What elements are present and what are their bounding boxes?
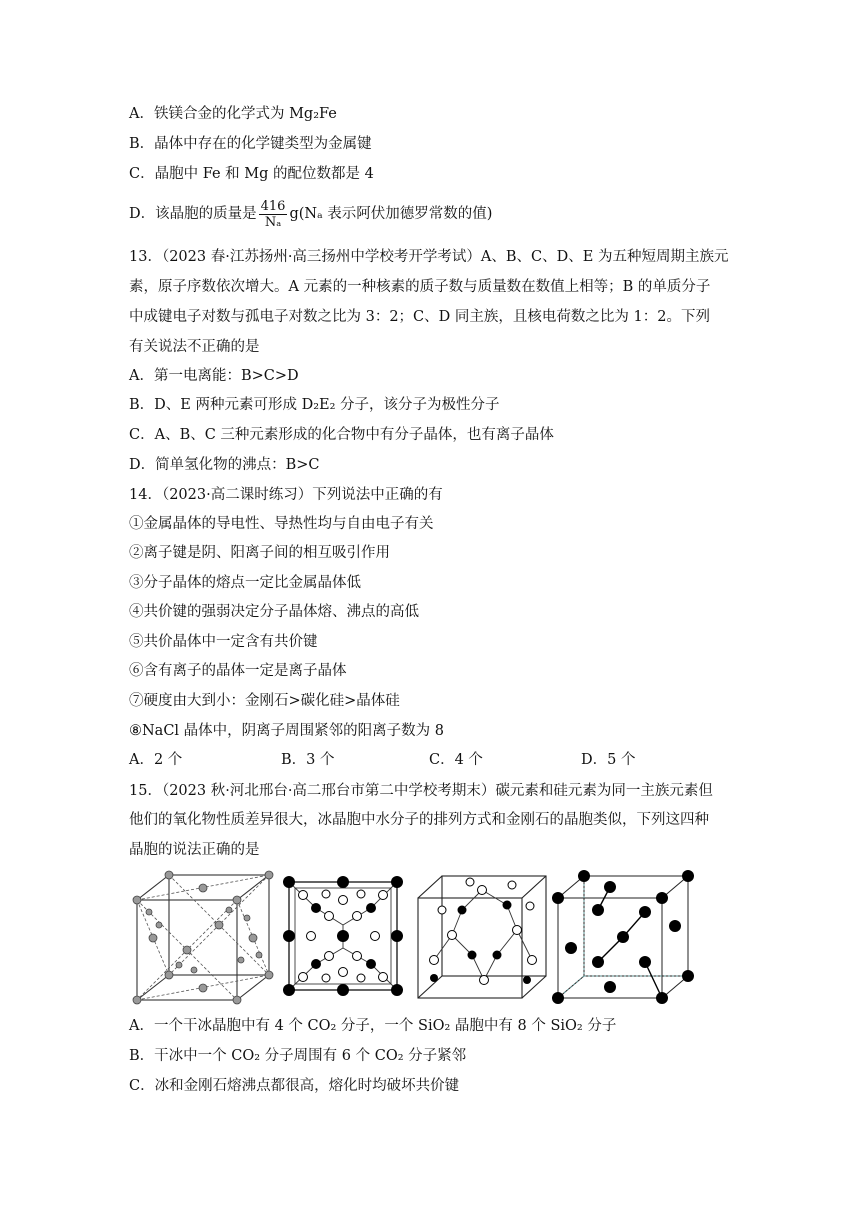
q14-statement-6: ⑥含有离子的晶体一定是离子晶体	[129, 663, 347, 679]
q12-option-d	[129, 196, 492, 232]
sio2-cell-figure	[281, 870, 409, 1005]
q13-option-c: C．A、B、C 三种元素形成的化合物中有分子晶体，也有离子晶体	[129, 427, 554, 443]
q12-option-c: C．晶胞中 Fe 和 Mg 的配位数都是 4	[129, 166, 374, 182]
q14-options	[129, 750, 729, 770]
q15-option-b: B．干冰中一个 CO₂ 分子周围有 6 个 CO₂ 分子紧邻	[129, 1048, 467, 1064]
q12-d-fraction	[259, 199, 288, 230]
q12-d-numerator: 416	[260, 198, 286, 214]
q12-d-denominator: Nₐ	[264, 214, 282, 230]
q13-option-d: D．简单氢化物的沸点：B>C	[129, 457, 320, 473]
q13-stem-4: 有关说法不正确的是	[129, 339, 260, 355]
q14-option-a: A．2 个	[129, 752, 183, 768]
q15-stem-3: 晶胞的说法正确的是	[129, 842, 260, 858]
q15-stem-2: 他们的氧化物性质差异很大，冰晶胞中水分子的排列方式和金刚石的晶胞类似，下列这四种	[129, 812, 709, 828]
q13-stem-2: 素，原子序数依次增大。A 元素的一种核素的质子数与质量数在数值上相等；B 的单质分子	[129, 279, 711, 295]
q13-stem-3: 中成键电子对数与孤电子对数之比为 3：2；C、D 同主族，且核电荷数之比为 1：2。下列	[129, 309, 710, 325]
q15-stem-1: 15．（2023 秋·河北邢台·高二邢台市第二中学校考期末）碳元素和硅元素为同一主族元素但	[129, 783, 713, 799]
q14-statement-1: ①金属晶体的导电性、导热性均与自由电子有关	[129, 516, 434, 532]
q14-statement-8: ⑧NaCl 晶体中，阴离子周围紧邻的阳离子数为 8	[129, 723, 445, 739]
q14-statement-2: ②离子键是阴、阳离子间的相互吸引作用	[129, 545, 390, 561]
q14-option-d: D．5 个	[581, 752, 636, 768]
q12-d-pre: D．该晶胞的质量是	[129, 206, 257, 222]
q14-statement-4: ④共价键的强弱决定分子晶体熔、沸点的高低	[129, 604, 419, 620]
q12-d-post: g(Nₐ 表示阿伏加德罗常数的值)	[289, 206, 493, 222]
ice-cell-figure	[412, 870, 552, 1005]
q14-statement-3: ③分子晶体的熔点一定比金属晶体低	[129, 575, 361, 591]
q12-option-a: A．铁镁合金的化学式为 Mg₂Fe	[129, 106, 337, 122]
q13-option-a: A．第一电离能：B>C>D	[129, 368, 299, 384]
q14-statement-7: ⑦硬度由大到小：金刚石>碳化硅>晶体硅	[129, 693, 400, 709]
q12-option-b: B．晶体中存在的化学键类型为金属键	[129, 136, 372, 152]
q14-option-c: C．4 个	[429, 752, 483, 768]
q15-option-c: C．冰和金刚石熔沸点都很高，熔化时均破坏共价键	[129, 1078, 460, 1094]
q14-stem: 14．（2023·高二课时练习）下列说法中正确的有	[129, 487, 443, 503]
dry-ice-cell-figure	[129, 870, 279, 1005]
q15-option-a: A．一个干冰晶胞中有 4 个 CO₂ 分子，一个 SiO₂ 晶胞中有 8 个 SiO₂ 分子	[129, 1018, 617, 1034]
q13-option-b: B．D、E 两种元素可形成 D₂E₂ 分子，该分子为极性分子	[129, 397, 500, 413]
q14-option-b: B．3 个	[281, 752, 335, 768]
diamond-cell-figure	[550, 870, 694, 1005]
q14-statement-5: ⑤共价晶体中一定含有共价键	[129, 634, 318, 650]
q13-stem-1: 13．（2023 春·江苏扬州·高三扬州中学校考开学考试）A、B、C、D、E 为五种短周期主族元	[129, 249, 729, 265]
